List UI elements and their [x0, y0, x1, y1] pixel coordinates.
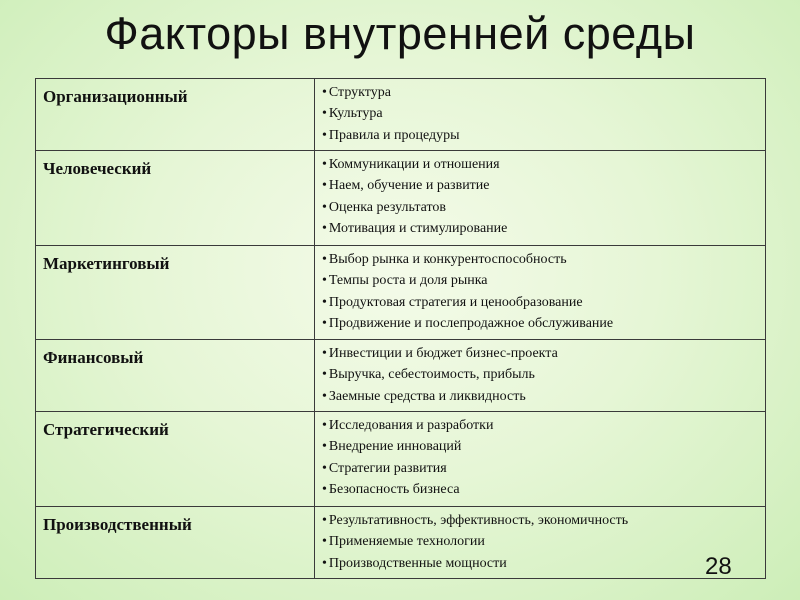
bullet: •	[322, 513, 327, 528]
bullet: •	[322, 346, 327, 361]
bullet: •	[322, 199, 327, 215]
list-item	[322, 364, 765, 385]
factor-items-cell	[315, 340, 766, 412]
list-item-text: Применяемые технологии	[328, 534, 485, 550]
list-item-text: Заемные средства и ликвидность	[328, 388, 526, 404]
list-item	[322, 175, 765, 196]
list-item	[322, 531, 765, 552]
factor-items-cell	[315, 507, 766, 579]
list-item-text: Продуктовая стратегия и ценообразование	[328, 294, 583, 310]
list-item	[322, 436, 765, 457]
list-item-text: Выбор рынка и конкурентоспособность	[328, 252, 567, 267]
factors-table-body	[36, 79, 766, 579]
factor-items-cell	[315, 151, 766, 246]
list-item-text: Наем, обучение и развитие	[328, 178, 490, 194]
factor-name-cell: Маркетинговый	[36, 246, 315, 340]
table-row	[36, 412, 766, 507]
list-item	[322, 479, 765, 500]
bullet: •	[322, 439, 327, 455]
list-item	[322, 386, 765, 407]
bullet: •	[322, 127, 327, 143]
factor-items-cell	[315, 79, 766, 151]
list-item	[322, 553, 765, 574]
list-item	[322, 249, 765, 270]
list-item	[322, 343, 765, 364]
factor-items-cell	[315, 412, 766, 507]
table-row	[36, 246, 766, 340]
bullet: •	[322, 85, 327, 100]
list-item-text: Мотивация и стимулирование	[328, 221, 508, 237]
factor-items-cell	[315, 246, 766, 340]
list-item-text: Продвижение и послепродажное обслуживание	[328, 316, 614, 332]
bullet: •	[322, 555, 327, 571]
list-item-text: Внедрение инноваций	[328, 439, 462, 455]
list-item-text: Культура	[328, 106, 383, 122]
list-item	[322, 218, 765, 239]
bullet: •	[322, 460, 327, 476]
factor-name-cell: Стратегический	[36, 412, 315, 507]
bullet: •	[322, 106, 327, 122]
bullet: •	[322, 367, 327, 383]
list-item	[322, 154, 765, 175]
list-item-text: Темпы роста и доля рынка	[328, 273, 488, 289]
factor-name-cell: Финансовый	[36, 340, 315, 412]
list-item-text: Производственные мощности	[328, 555, 507, 571]
list-item	[322, 270, 765, 291]
list-item-text: Результативность, эффективность, экономичность	[328, 513, 629, 528]
factors-table	[35, 78, 766, 579]
list-item-text: Безопасность бизнеса	[328, 482, 460, 498]
bullet: •	[322, 482, 327, 498]
factor-name-cell: Человеческий	[36, 151, 315, 246]
factor-name-cell: Производственный	[36, 507, 315, 579]
list-item-text: Исследования и разработки	[328, 418, 494, 433]
list-item	[322, 458, 765, 479]
list-item-text: Выручка, себестоимость, прибыль	[328, 367, 535, 383]
table-row	[36, 151, 766, 246]
list-item-text: Правила и процедуры	[328, 127, 460, 143]
bullet: •	[322, 273, 327, 289]
bullet: •	[322, 418, 327, 433]
list-item	[322, 292, 765, 313]
list-item	[322, 125, 765, 146]
bullet: •	[322, 157, 327, 172]
list-item	[322, 313, 765, 334]
table-row	[36, 79, 766, 151]
list-item	[322, 415, 765, 436]
list-item-text: Коммуникации и отношения	[328, 157, 500, 172]
list-item-text: Инвестиции и бюджет бизнес-проекта	[328, 346, 558, 361]
bullet: •	[322, 316, 327, 332]
list-item-text: Структура	[328, 85, 391, 100]
bullet: •	[322, 388, 327, 404]
factor-name-cell: Организационный	[36, 79, 315, 151]
list-item	[322, 103, 765, 124]
table-row	[36, 340, 766, 412]
bullet: •	[322, 294, 327, 310]
list-item-text: Оценка результатов	[328, 199, 447, 215]
page-number: 28	[705, 553, 732, 580]
bullet: •	[322, 252, 327, 267]
bullet: •	[322, 221, 327, 237]
slide-title: Факторы внутренней среды	[104, 8, 696, 59]
bullet: •	[322, 178, 327, 194]
list-item	[322, 82, 765, 103]
list-item	[322, 510, 765, 531]
table-row	[36, 507, 766, 579]
list-item	[322, 197, 765, 218]
list-item-text: Стратегии развития	[328, 460, 447, 476]
bullet: •	[322, 534, 327, 550]
